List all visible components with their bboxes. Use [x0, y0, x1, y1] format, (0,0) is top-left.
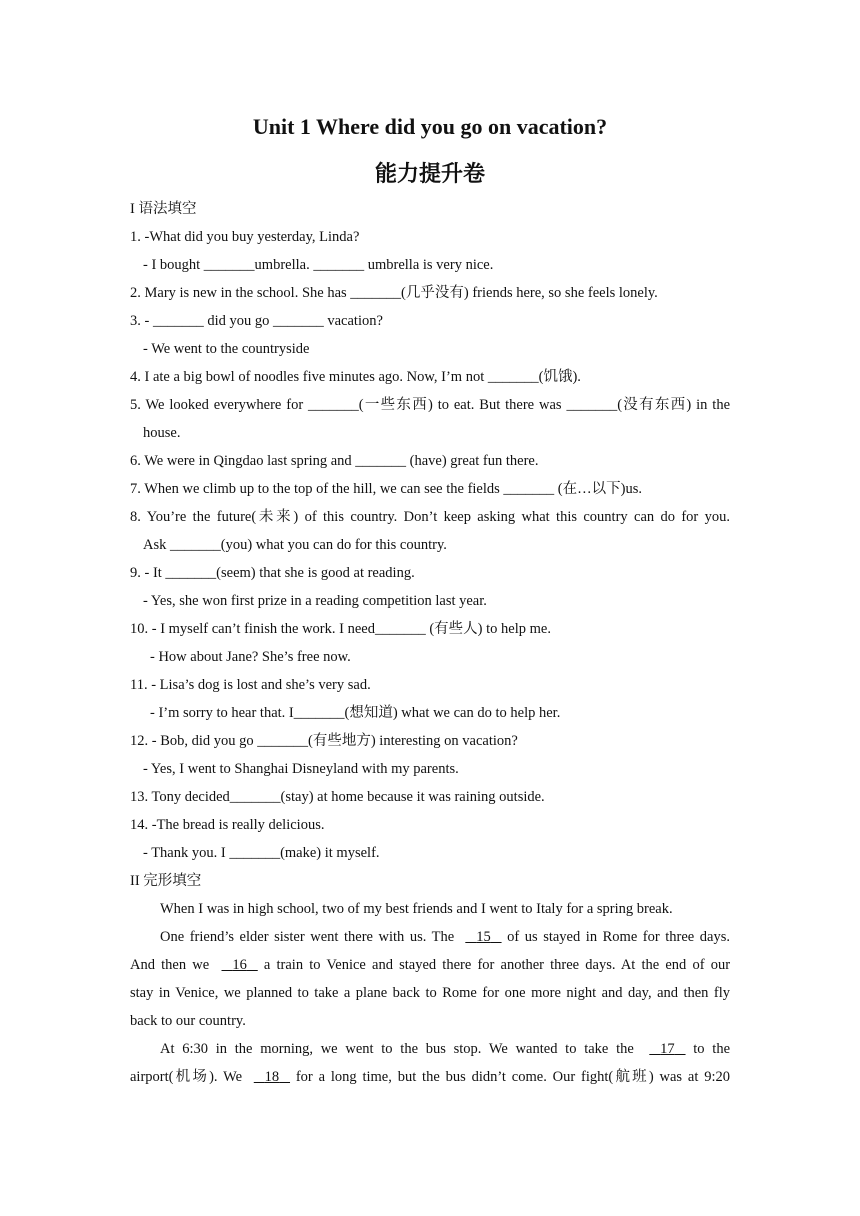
question-line: 8. You’re the future(未来) of this country. Don’t keep asking what this country can do for you.: [130, 509, 730, 525]
question-line: 1. -What did you buy yesterday, Linda?: [130, 229, 360, 245]
passage-text: One friend’s elder sister went there with us. The: [160, 929, 460, 945]
cloze-blank-17: [649, 1039, 685, 1059]
question-line: 4. I ate a big bowl of noodles five minutes ago. Now, I’m not _______(饥饿).: [130, 369, 581, 385]
passage-text: of us stayed in Rome for three days.: [501, 929, 730, 945]
question-line: - Yes, she won first prize in a reading competition last year.: [143, 593, 487, 609]
question-line: - Yes, I went to Shanghai Disneyland with my parents.: [143, 761, 459, 777]
section-heading-cloze: II 完形填空: [130, 873, 202, 889]
section-heading-grammar: I 语法填空: [130, 201, 197, 217]
question-line: - I’m sorry to hear that. I_______(想知道) what we can do to help her.: [150, 705, 561, 721]
question-line: 14. -The bread is really delicious.: [130, 817, 325, 833]
passage-text: to the: [685, 1041, 731, 1057]
question-line: 11. - Lisa’s dog is lost and she’s very sad.: [130, 677, 371, 693]
question-line: 9. - It _______(seem) that she is good at reading.: [130, 565, 415, 581]
question-line: - How about Jane? She’s free now.: [150, 649, 351, 665]
cloze-blank-15: [465, 927, 501, 947]
question-line: 12. - Bob, did you go _______(有些地方) interesting on vacation?: [130, 733, 518, 749]
cloze-blank-18: [254, 1067, 290, 1087]
passage-line: [130, 1067, 730, 1087]
question-line: Ask _______(you) what you can do for this country.: [143, 537, 447, 553]
question-line: 5. We looked everywhere for _______(一些东西) to eat. But there was _______(没有东西) in the: [130, 397, 730, 413]
question-line: house.: [143, 425, 181, 441]
question-line: 3. - _______ did you go _______ vacation?: [130, 313, 383, 329]
passage-text: airport(机场). We: [130, 1069, 248, 1085]
question-line: 7. When we climb up to the top of the hill, we can see the fields _______ (在…以下)us.: [130, 481, 642, 497]
passage-text: At 6:30 in the morning, we went to the bus stop. We wanted to take the: [160, 1041, 642, 1057]
passage-text: for a long time, but the bus didn’t come. Our fight(航班) was at 9:20: [290, 1069, 730, 1085]
question-line: 13. Tony decided_______(stay) at home because it was raining outside.: [130, 789, 545, 805]
question-line: 10. - I myself can’t finish the work. I need_______ (有些人) to help me.: [130, 621, 551, 637]
blank-number: 16: [232, 957, 247, 973]
page-subtitle: 能力提升卷: [374, 162, 485, 187]
passage-text: And then we: [130, 957, 216, 973]
passage-line: [130, 955, 730, 975]
blank-number: 18: [264, 1069, 280, 1085]
blank-number: 17: [660, 1041, 675, 1057]
question-line: - We went to the countryside: [143, 341, 310, 357]
cloze-blank-16: [222, 955, 258, 975]
question-line: - Thank you. I _______(make) it myself.: [143, 845, 380, 861]
question-line: 6. We were in Qingdao last spring and _______ (have) great fun there.: [130, 453, 539, 469]
passage-line: back to our country.: [130, 1013, 246, 1029]
passage-text: a train to Venice and stayed there for another three days. At the end of our: [257, 957, 731, 973]
passage-line: [160, 1039, 730, 1059]
question-line: 2. Mary is new in the school. She has _______(几乎没有) friends here, so she feels lonely.: [130, 285, 658, 301]
passage-line: [160, 927, 730, 947]
blank-number: 15: [476, 929, 491, 945]
passage-line: stay in Venice, we planned to take a plane back to Rome for one more night and day, and then fly: [130, 985, 730, 1001]
question-line: - I bought _______umbrella. _______ umbrella is very nice.: [143, 257, 494, 273]
passage-line: When I was in high school, two of my best friends and I went to Italy for a spring break.: [160, 901, 673, 917]
page-title: Unit 1 Where did you go on vacation?: [252, 114, 608, 139]
